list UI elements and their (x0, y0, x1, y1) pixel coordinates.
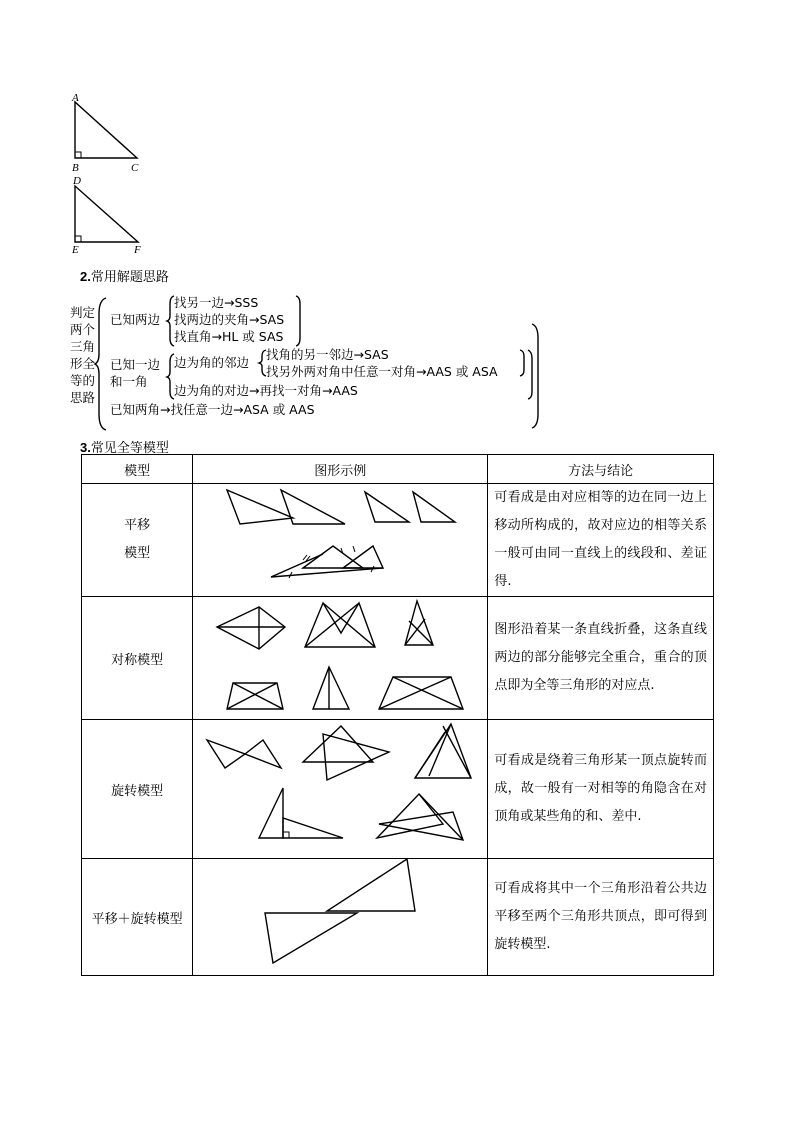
section-3-heading: 3.常见全等模型 (80, 440, 169, 456)
translation-figure (193, 484, 487, 592)
known-two-sides: 已知两边 (110, 312, 161, 327)
figure-rotation (193, 720, 488, 859)
section-2-heading: 2.常用解题思路 (80, 269, 169, 285)
two-sides-item-2: 找两边的夹角→SAS (174, 312, 285, 327)
table-row (82, 720, 714, 859)
desc-translation: 可看成是由对应相等的边在同一边上移动所构成的，故对应边的相等关系一般可由同一直线上的线段和、差证得. (488, 484, 714, 597)
figure-translation (193, 484, 488, 597)
desc-rotation: 可看成是绕着三角形某一顶点旋转而成，故一般有一对相等的角隐含在对顶角或某些角的和、差中. (488, 720, 714, 859)
approach-diagram (70, 294, 550, 434)
known-side-angle: 已知一边 和一角 (110, 357, 161, 389)
rotation-figure (193, 720, 487, 854)
label-a: A (72, 92, 79, 104)
desc-symmetry: 图形沿着某一条直线折叠，这条直线两边的部分能够完全重合，重合的顶点即为全等三角形的对应点. (488, 597, 714, 720)
label-e: E (72, 244, 79, 256)
figure-translation-rotation (193, 859, 488, 976)
label-c: C (131, 162, 139, 174)
table-row (82, 484, 714, 597)
adjacent-item-2: 找另外两对角中任意一对角→AAS 或 ASA (266, 364, 498, 379)
approach-side-label: 判定 两个 三角 形全 等的 思路 (70, 305, 96, 405)
table-row (82, 859, 714, 976)
symmetry-figure (193, 597, 487, 715)
triangle-abc (75, 102, 137, 158)
model-name-translation-rotation: 平移＋旋转模型 (82, 859, 193, 976)
label-f: F (134, 244, 141, 256)
table-row (82, 597, 714, 720)
label-d: D (73, 175, 81, 187)
table-header-row (82, 455, 714, 484)
two-sides-item-3: 找直角→HL 或 SAS (174, 329, 284, 344)
translation-rotation-figure (193, 859, 487, 971)
header-method: 方法与结论 (488, 455, 714, 484)
adjacent-item-1: 找角的另一邻边→SAS (266, 347, 389, 362)
header-figure: 图形示例 (193, 455, 488, 484)
side-adjacent: 边为角的邻边 (174, 355, 250, 370)
two-sides-item-1: 找另一边→SSS (174, 295, 259, 310)
model-name-rotation: 旋转模型 (82, 720, 193, 859)
label-b: B (72, 162, 79, 174)
triangle-def (75, 186, 138, 242)
congruence-models-table (81, 454, 714, 976)
model-name-translation: 平移 模型 (82, 484, 193, 597)
model-name-symmetry: 对称模型 (82, 597, 193, 720)
figure-symmetry (193, 597, 488, 720)
header-model: 模型 (82, 455, 193, 484)
desc-translation-rotation: 可看成将其中一个三角形沿着公共边平移至两个三角形共顶点，即可得到旋转模型. (488, 859, 714, 976)
known-two-angles: 已知两角→找任意一边→ASA 或 AAS (110, 402, 315, 417)
side-opposite: 边为角的对边→再找一对角→AAS (174, 383, 358, 398)
